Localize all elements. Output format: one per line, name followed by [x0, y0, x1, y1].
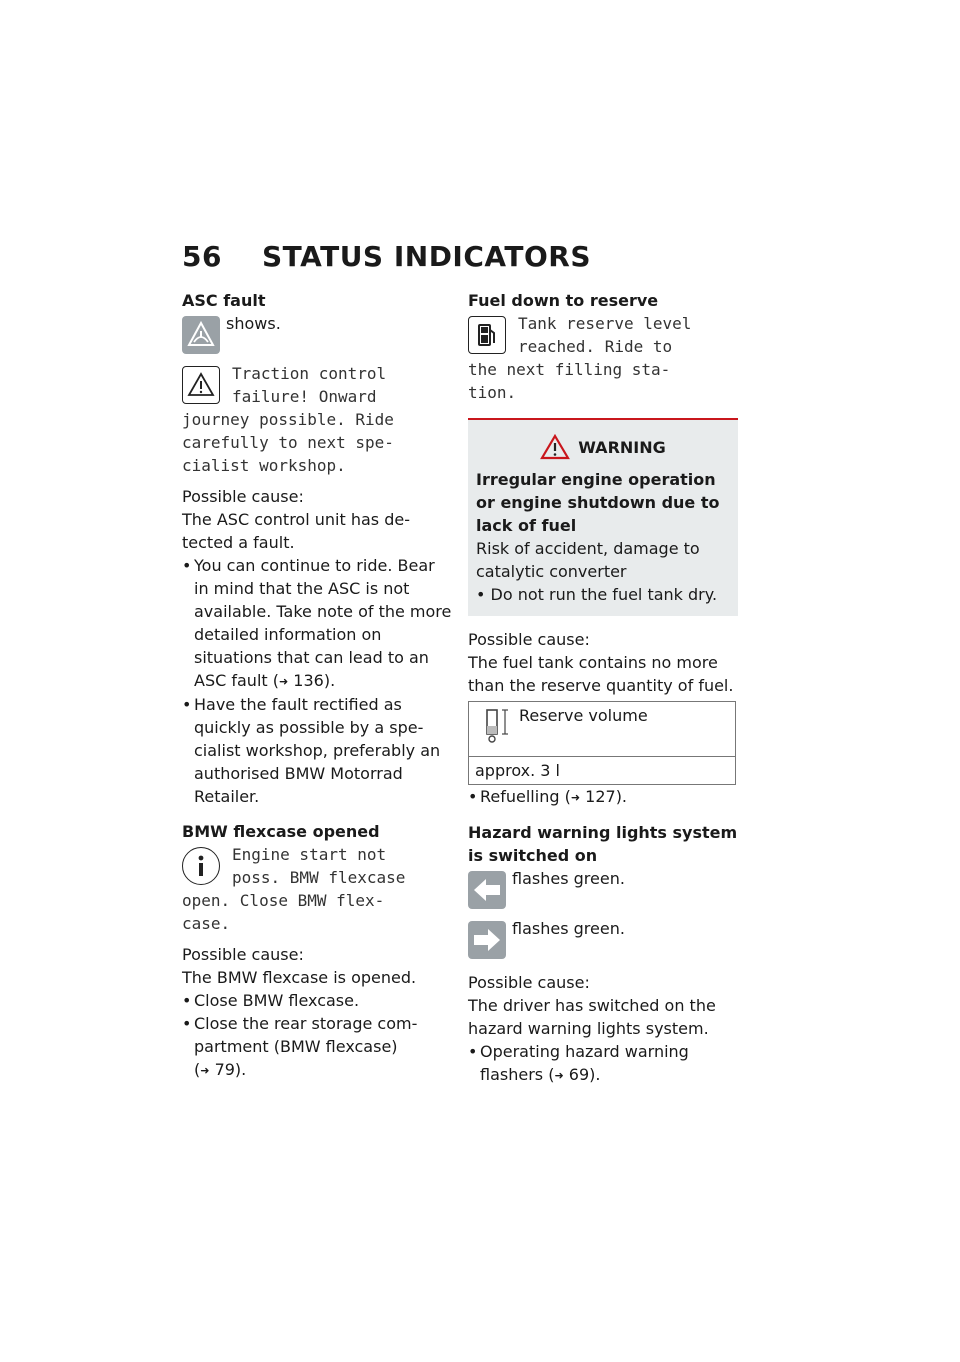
spec-label-cell [469, 702, 736, 757]
list-item: • Operating hazard warning flashers (➜ 69). [468, 1040, 738, 1087]
warning-box [468, 418, 738, 616]
fuel-reserve-icon [475, 706, 511, 744]
fuel-message-line: the next filling sta- [468, 360, 671, 379]
info-icon [182, 847, 220, 885]
flexcase-message-line: case. [182, 914, 231, 933]
flexcase-message-line: Engine start not [232, 845, 387, 864]
reserve-volume-table [468, 701, 736, 785]
reference-arrow-icon: ➜ [570, 791, 581, 804]
turn-right-icon [468, 921, 506, 959]
page-reference[interactable]: 69 [568, 1065, 590, 1084]
warning-bullet: • Do not run the fuel tank dry. [476, 585, 718, 604]
page-number: 56 [182, 240, 222, 273]
fuel-message [468, 312, 738, 404]
asc-message-line: journey possible. Ride [182, 410, 394, 429]
asc-warning-icon [182, 316, 220, 354]
page-header [182, 240, 591, 273]
fuel-message-line: Tank reserve level [518, 314, 692, 333]
reference-arrow-icon: ➜ [200, 1064, 210, 1077]
fuel-reserve-heading: Fuel down to reserve [468, 291, 659, 310]
hazard-heading: Hazard warning lights system is switched on [468, 823, 738, 865]
asc-message-line: failure! Onward [232, 387, 377, 406]
page-reference[interactable]: 79 [214, 1060, 235, 1079]
warning-triangle-icon [182, 366, 220, 404]
spec-label: Reserve volume [519, 706, 648, 725]
fuel-cause-label: Possible cause: [468, 630, 590, 649]
warning-label: WARNING [578, 437, 666, 457]
fuel-cause-text: The fuel tank contains no more than the reserve quantity of fuel. [468, 653, 734, 695]
asc-bullets [182, 554, 452, 808]
hazard-right-row [468, 917, 738, 959]
hazard-bullets [468, 1040, 738, 1087]
turn-left-icon [468, 871, 506, 909]
hazard-cause-label: Possible cause: [468, 973, 590, 992]
flexcase-message-line: open. Close BMW flex- [182, 891, 385, 910]
warning-title [476, 434, 730, 460]
flexcase-heading: BMW flexcase opened [182, 822, 380, 841]
warning-triangle-icon [540, 434, 570, 460]
fuel-message-line: tion. [468, 383, 517, 402]
flexcase-message [182, 843, 452, 935]
asc-icon-row [182, 312, 452, 354]
flexcase-cause-label: Possible cause: [182, 945, 304, 964]
left-column [182, 289, 452, 1082]
fuel-message-line: reached. Ride to [518, 337, 673, 356]
warning-heading: Irregular engine operation or engine shutdown due to lack of fuel [476, 470, 720, 535]
list-item: • Close BMW flexcase. [182, 989, 452, 1012]
asc-shows-text: shows. [226, 314, 281, 333]
reference-arrow-icon: ➜ [554, 1069, 564, 1082]
hazard-left-row [468, 867, 738, 909]
asc-fault-heading: ASC fault [182, 291, 266, 310]
page-reference[interactable]: 127 [585, 787, 616, 806]
asc-message-line: cialist workshop. [182, 456, 346, 475]
hazard-left-text: flashes green. [512, 869, 625, 888]
spec-value: approx. 3 l [469, 757, 736, 785]
hazard-cause-text: The driver has switched on the hazard warning lights system. [468, 996, 716, 1038]
hazard-right-text: flashes green. [512, 919, 625, 938]
list-item: • You can continue to ride. Bear in mind that the ASC is not available. Take note of the more detailed information on situations that can lead to an ASC fault (➜ 136). [182, 554, 452, 693]
list-item: • Refuelling (➜ 127). [468, 785, 738, 809]
flexcase-bullets [182, 989, 452, 1082]
asc-cause-text: The ASC control unit has de-tected a fault. [182, 510, 410, 552]
list-item: • Have the fault rectified as quickly as possible by a spe-cialist workshop, preferably an authorised BMW Motorrad Retailer. [182, 693, 452, 808]
reference-arrow-icon: ➜ [278, 675, 289, 688]
asc-message-line: carefully to next spe- [182, 433, 394, 452]
warning-risk: Risk of accident, damage to catalytic converter [476, 539, 700, 581]
fuel-pump-icon [468, 316, 506, 354]
page-reference[interactable]: 136 [293, 671, 324, 690]
fuel-bullets [468, 785, 738, 809]
asc-cause-label: Possible cause: [182, 487, 304, 506]
page-title: STATUS INDICATORS [262, 240, 592, 273]
asc-message [182, 362, 452, 477]
flexcase-message-line: poss. BMW flexcase [232, 868, 406, 887]
list-item: • Close the rear storage com-partment (BMW flexcase) (➜ 79). [182, 1012, 452, 1082]
asc-message-line: Traction control [232, 364, 387, 383]
flexcase-cause-text: The BMW flexcase is opened. [182, 968, 417, 987]
right-column [468, 289, 738, 1087]
